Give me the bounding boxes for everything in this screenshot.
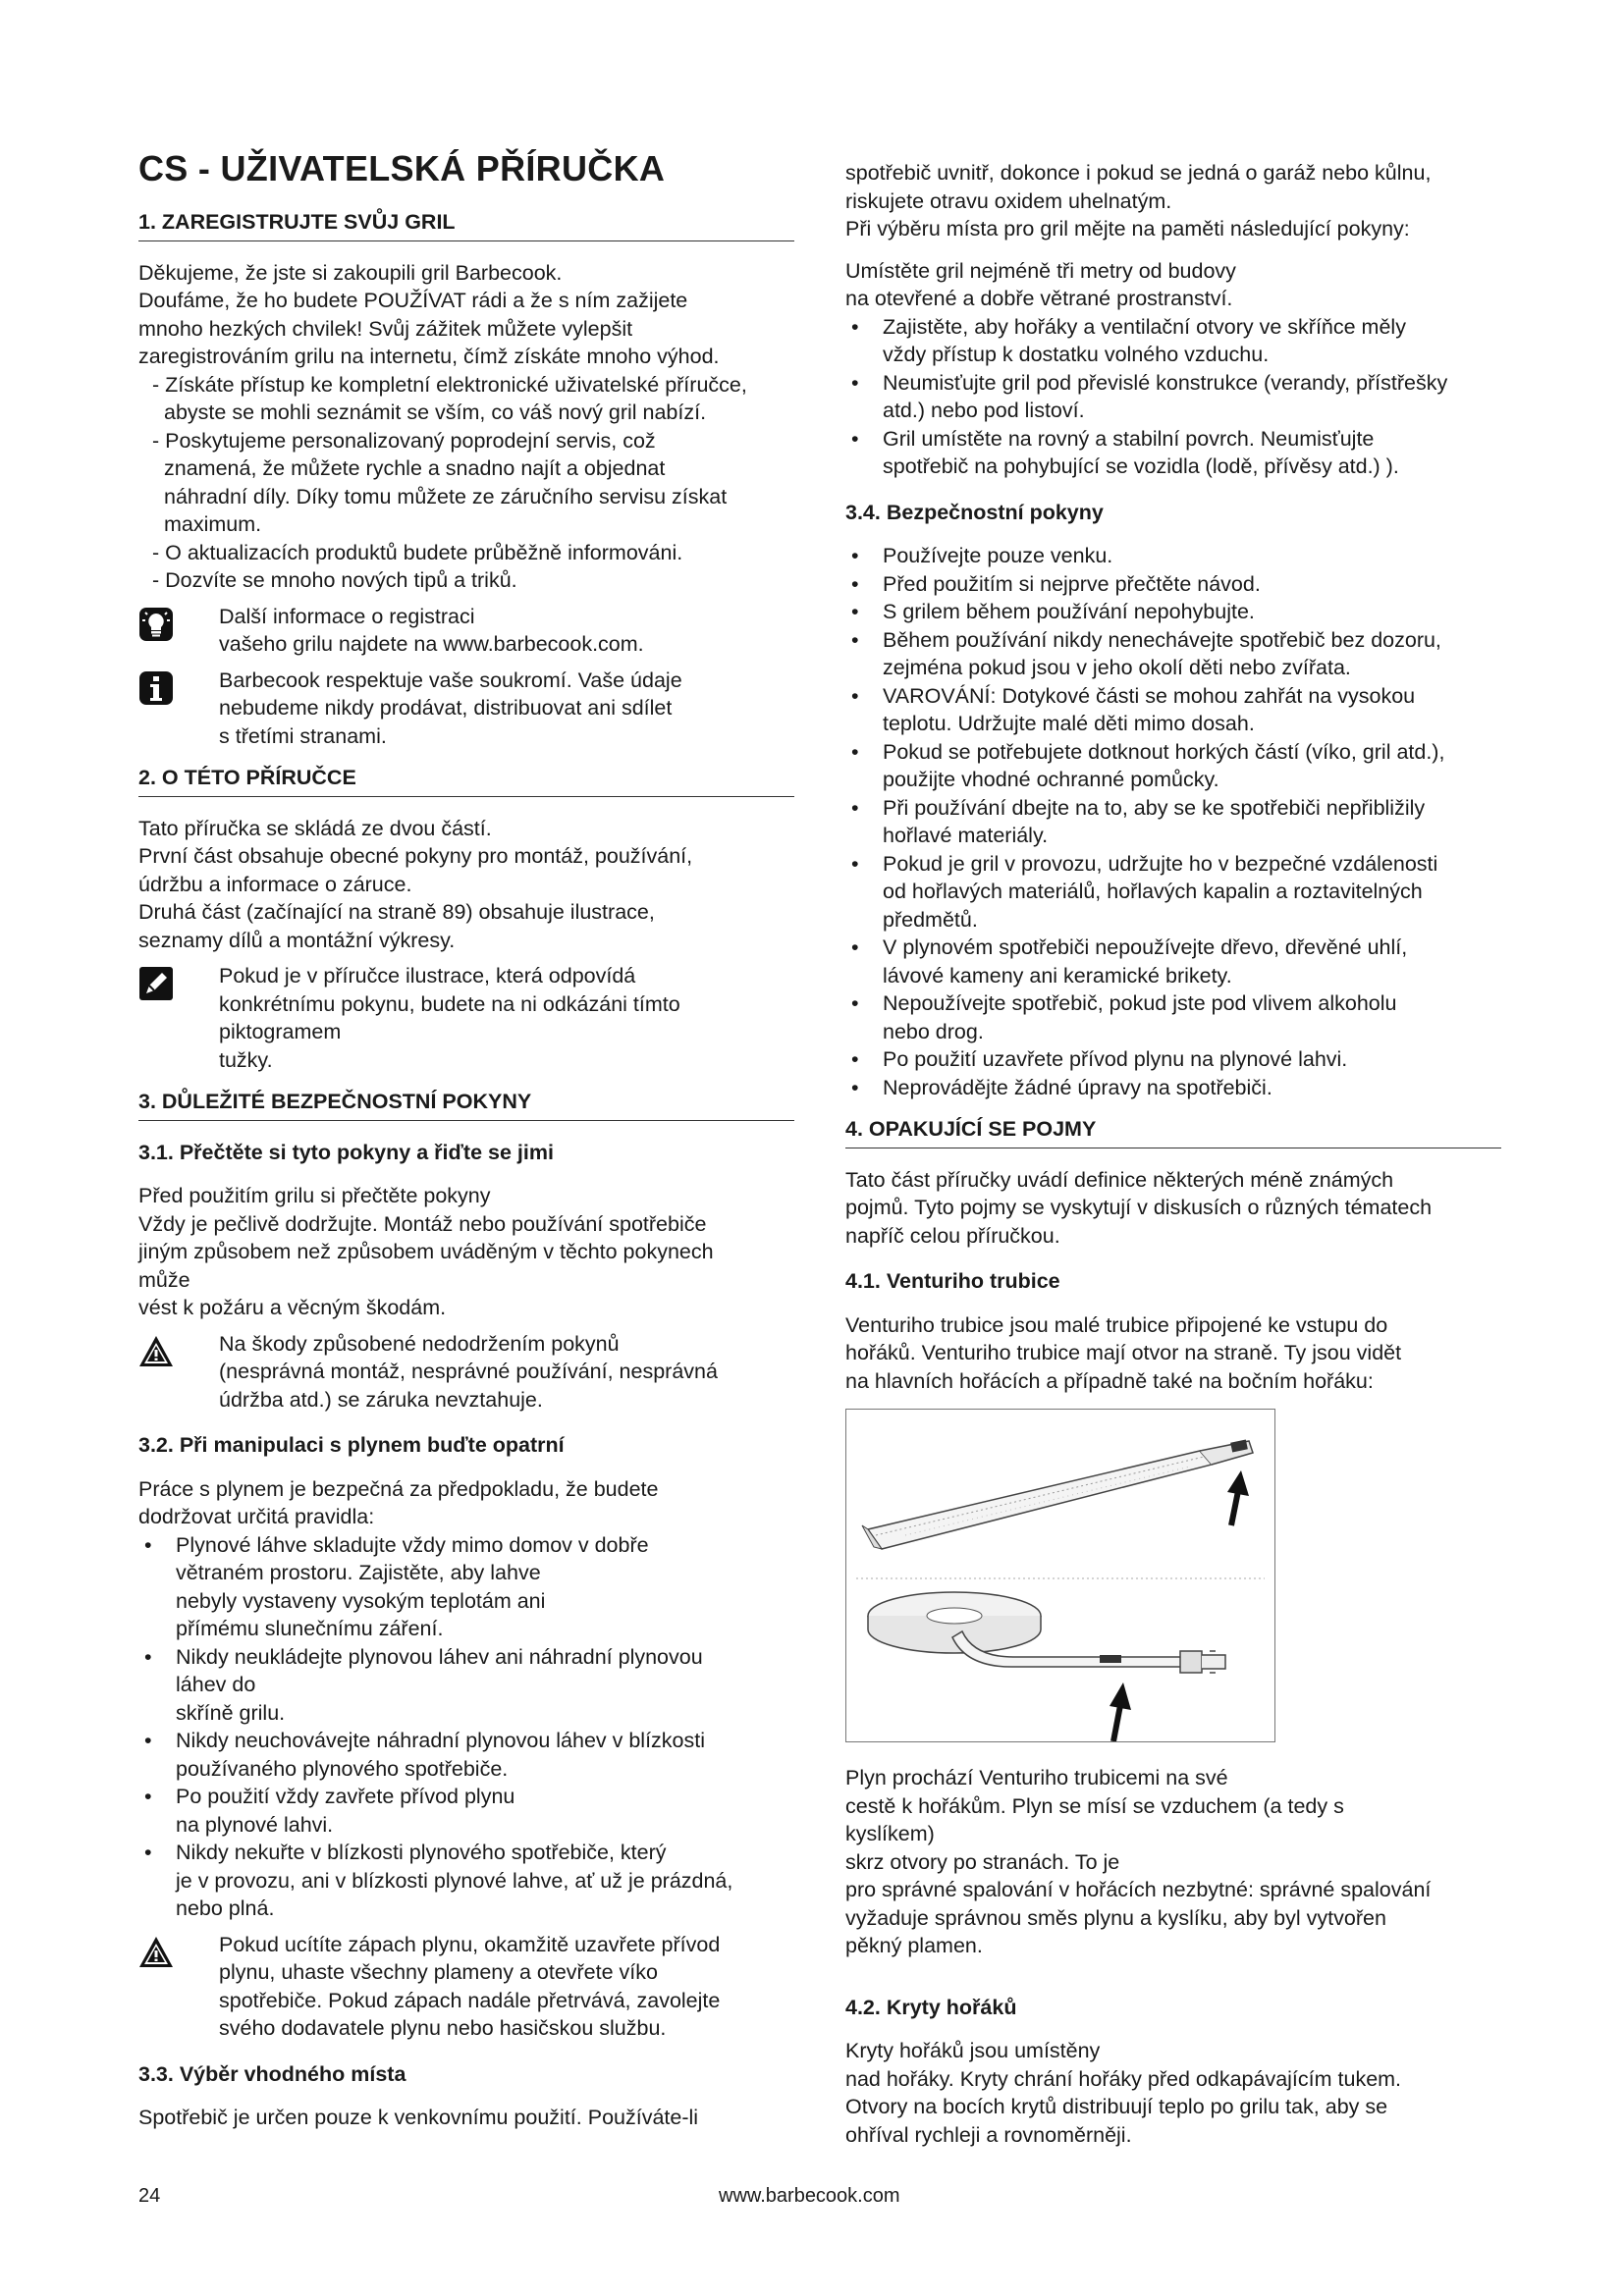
text-line: piktogramem	[219, 1020, 342, 1043]
list-item	[138, 1727, 794, 1783]
text-line: • Nikdy neukládejte plynovou láhev ani náhradní plynovou	[176, 1644, 703, 1669]
text-line: zejména pokud jsou v jeho okolí děti nebo zvířata.	[883, 656, 1351, 679]
text-line: znamená, že můžete rychle a snadno najít a objednat	[164, 456, 666, 480]
section-4-1-body	[845, 1311, 1501, 1396]
text-line: spotřebič uvnitř, dokonce i pokud se jedná o garáž nebo kůlnu,	[845, 161, 1432, 185]
text-line: nebo plná.	[176, 1896, 275, 1920]
section-1-heading: 1. ZAREGISTRUJTE SVŮJ GRIL	[138, 208, 794, 241]
text-line: může	[138, 1267, 190, 1292]
list-item	[845, 626, 1501, 682]
list-item	[845, 1045, 1501, 1074]
section-4-1-heading: 4.1. Venturiho trubice	[845, 1269, 1060, 1293]
text-line: Pokud ucítíte zápach plynu, okamžitě uzavřete přívod	[219, 1932, 721, 1956]
list-item	[845, 425, 1501, 481]
text-line: používaného plynového spotřebiče.	[176, 1756, 509, 1781]
text-line: láhev do	[176, 1673, 256, 1696]
gas-safety-list	[138, 1531, 794, 1923]
section-3-1-body	[138, 1182, 794, 1322]
text-line: atd.) nebo pod listoví.	[883, 399, 1085, 422]
list-item	[845, 570, 1501, 599]
venturi-tube-illustration	[845, 1409, 1275, 1742]
list-item	[845, 1074, 1501, 1102]
text-line: abyste se mohli seznámit se vším, co váš nový gril nabízí.	[164, 400, 707, 424]
section-2-body	[138, 815, 794, 955]
section-4-2-heading: 4.2. Kryty hořáků	[845, 1995, 1017, 2019]
venturi-explanation	[845, 1764, 1501, 1960]
text-line: • Neprovádějte žádné úpravy na spotřebiči.	[883, 1075, 1272, 1099]
page-number: 24	[138, 2185, 161, 2207]
footer-url[interactable]: www.barbecook.com	[719, 2185, 900, 2207]
pencil-icon	[138, 966, 174, 1001]
text-line: vždy přístup k dostatku volného vzduchu.	[883, 343, 1270, 366]
text-line: • Používejte pouze venku.	[883, 544, 1113, 567]
text-line: Umístěte gril nejméně tři metry od budovy	[845, 258, 1236, 283]
text-line: • Zajistěte, aby hořáky a ventilační otvory ve skříňce měly	[883, 314, 1406, 339]
text-line: • Před použitím si nejprve přečtěte návod.	[883, 571, 1261, 596]
text-line: Před použitím grilu si přečtěte pokyny	[138, 1184, 491, 1207]
section-2-heading: 2. O TÉTO PŘÍRUČCE	[138, 764, 794, 797]
text-line: na plynové lahvi.	[176, 1812, 334, 1837]
location-continued	[845, 159, 1501, 243]
text-line: • Během používání nikdy nenechávejte spotřebič bez dozoru,	[883, 627, 1441, 652]
text-line: (nesprávná montáž, nesprávné používání, nesprávná	[219, 1360, 718, 1383]
text-line: od hořlavých materiálů, hořlavých kapalin a roztavitelných	[883, 880, 1423, 903]
text-line: maximum.	[164, 512, 262, 536]
text-line: • Pokud je gril v provozu, udržujte ho v bezpečné vzdálenosti	[883, 851, 1438, 876]
list-item	[845, 369, 1501, 425]
text-line: Druhá část (začínající na straně 89) obsahuje ilustrace,	[138, 900, 655, 924]
text-line: plynu, uhaste všechny plameny a otevřete víko	[219, 1960, 658, 1984]
text-line: zaregistrováním grilu na internetu, čímž získáte mnoho výhod.	[138, 345, 720, 368]
section-3-4-heading: 3.4. Bezpečnostní pokyny	[845, 500, 1104, 524]
text-line: Spotřebič je určen pouze k venkovnímu použití. Používáte-li	[138, 2106, 699, 2129]
list-item	[845, 598, 1501, 626]
text-line: Kryty hořáků jsou umístěny	[845, 2039, 1101, 2062]
warning-icon	[138, 1334, 174, 1369]
text-line: na hlavních hořácích a případně také na bočním hořáku:	[845, 1368, 1374, 1393]
text-line: riskujete otravu oxidem uhelnatým.	[845, 188, 1172, 213]
text-line: použijte vhodné ochranné pomůcky.	[883, 768, 1219, 791]
text-line: vašeho grilu najdete na www.barbecook.com.	[219, 632, 644, 656]
text-line: ohříval rychleji a rovnoměrněji.	[845, 2122, 1132, 2147]
text-line: vést k požáru a věcným škodám.	[138, 1296, 447, 1319]
text-line: nebyly vystaveny vysokým teplotám ani	[176, 1588, 546, 1613]
text-line: Barbecook respektuje vaše soukromí. Vaše údaje	[219, 667, 682, 692]
text-line: • Nikdy neuchovávejte náhradní plynovou láhev v blízkosti	[176, 1729, 706, 1752]
text-line: Další informace o registraci	[219, 604, 475, 628]
list-item	[845, 989, 1501, 1045]
page-title: CS - UŽIVATELSKÁ PŘÍRUČKA	[138, 148, 666, 188]
text-line: přímému slunečnímu záření.	[176, 1617, 444, 1640]
text-line: • Plynové láhve skladujte vždy mimo domov v dobře	[176, 1532, 649, 1557]
text-line: napříč celou příručkou.	[845, 1223, 1060, 1248]
text-line: nad hořáky. Kryty chrání hořáky před odkapávajícím tukem.	[845, 2066, 1402, 2091]
text-line: na otevřené a dobře větrané prostranství.	[845, 287, 1233, 310]
text-line: lávové kameny ani keramické brikety.	[883, 963, 1232, 988]
text-line: konkrétnímu pokynu, budete na ni odkázáni tímto	[219, 991, 680, 1016]
text-line: skrz otvory po stranách. To je	[845, 1849, 1120, 1874]
text-line: • Po použití uzavřete přívod plynu na plynové lahvi.	[883, 1047, 1348, 1071]
text-line: Venturiho trubice jsou malé trubice připojené ke vstupu do	[845, 1312, 1388, 1337]
text-line: cestě k hořákům. Plyn se mísí se vzduchem (a tedy s	[845, 1793, 1344, 1818]
text-line: vyžaduje správnou směs plynu a kyslíku, aby byl vytvořen	[845, 1905, 1386, 1930]
text-line: Vždy je pečlivě dodržujte. Montáž nebo používání spotřebiče	[138, 1211, 707, 1236]
list-item	[845, 794, 1501, 850]
text-line: • Po použití vždy zavřete přívod plynu	[176, 1785, 515, 1808]
section-1-intro	[138, 259, 794, 371]
text-line: je v provozu, ani v blízkosti plynové lahve, ať už je prázdná,	[176, 1868, 733, 1893]
text-line: větraném prostoru. Zajistěte, aby lahve	[176, 1561, 541, 1584]
section-3-heading: 3. DŮLEŽITÉ BEZPEČNOSTNÍ POKYNY	[138, 1088, 794, 1121]
text-line: hořlavé materiály.	[883, 824, 1049, 847]
section-3-2-body	[138, 1475, 794, 1531]
text-line: pro správné spalování v hořácích nezbytné: správné spalování	[845, 1878, 1432, 1901]
section-3-1-heading: 3.1. Přečtěte si tyto pokyny a řiďte se jimi	[138, 1140, 554, 1164]
text-line: předmětů.	[883, 907, 978, 932]
text-line: údržbu a informace o záruce.	[138, 872, 412, 896]
text-line: Práce s plynem je bezpečná za předpokladu, že budete	[138, 1476, 659, 1501]
text-line: Děkujeme, že jste si zakoupili gril Barbecook.	[138, 260, 563, 285]
text-line: náhradní díly. Díky tomu můžete ze záručního servisu získat	[164, 484, 728, 508]
text-line: nebudeme nikdy prodávat, distribuovat ani sdílet	[219, 696, 673, 720]
text-line: Tato příručka se skládá ze dvou částí.	[138, 816, 492, 840]
gas-smell-warning	[138, 1931, 794, 2043]
privacy-note	[138, 667, 794, 751]
text-line: spotřebič na pohybující se vozidla (lodě, přívěsy atd.) ).	[883, 454, 1399, 478]
text-line: tužky.	[219, 1047, 273, 1072]
text-line: Při výběru místa pro gril mějte na paměti následující pokyny:	[845, 217, 1410, 240]
section-3-2-heading: 3.2. Při manipulaci s plynem buďte opatrní	[138, 1433, 565, 1457]
text-line: jiným způsobem než způsobem uváděným v těchto pokynech	[138, 1240, 714, 1263]
text-line: Pokud je v příručce ilustrace, která odpovídá	[219, 964, 636, 988]
left-column	[138, 147, 794, 2132]
list-item	[845, 682, 1501, 738]
section-4-body	[845, 1166, 1501, 1251]
pencil-note	[138, 962, 794, 1074]
text-line: - Poskytujeme personalizovaný poprodejní servis, což	[152, 428, 656, 453]
location-guidance	[845, 257, 1501, 313]
text-line: teplotu. Udržujte malé děti mimo dosah.	[883, 712, 1255, 735]
text-line: První část obsahuje obecné pokyny pro montáž, používání,	[138, 844, 693, 868]
text-line: spotřebiče. Pokud zápach nadále přetrvává, zavolejte	[219, 1988, 721, 2012]
list-item	[845, 313, 1501, 369]
lightbulb-icon	[138, 607, 174, 642]
list-item	[138, 1783, 794, 1839]
text-line: Otvory na bocích krytů distribuují teplo po grilu tak, aby se	[845, 2095, 1388, 2118]
text-line: svého dodavatele plynu nebo hasičskou službu.	[219, 2016, 667, 2040]
text-line: Tato část příručky uvádí definice některých méně známých	[845, 1167, 1394, 1192]
text-line: • Neumisťujte gril pod převislé konstrukce (verandy, přístřešky	[883, 370, 1448, 395]
text-line: Plyn prochází Venturiho trubicemi na své	[845, 1766, 1228, 1789]
venturi-tube-drawing	[846, 1410, 1274, 1741]
text-line: nebo drog.	[883, 1019, 984, 1043]
text-line: Na škody způsobené nedodržením pokynů	[219, 1331, 620, 1356]
text-line: mnoho hezkých chvilek! Svůj zážitek můžete vylepšit	[138, 316, 633, 341]
text-line: • V plynovém spotřebiči nepoužívejte dřevo, dřevěné uhlí,	[883, 935, 1408, 959]
warranty-warning	[138, 1330, 794, 1415]
section-3-3-heading: 3.3. Výběr vhodného místa	[138, 2061, 406, 2086]
text-line: Doufáme, že ho budete POUŽÍVAT rádi a že s ním zažijete	[138, 289, 688, 312]
text-line: • S grilem během používání nepohybujte.	[883, 600, 1255, 623]
section-4-2-body	[845, 2037, 1501, 2149]
list-item	[138, 1531, 794, 1643]
safety-list	[845, 542, 1501, 1101]
text-line: pojmů. Tyto pojmy se vyskytují v diskusích o různých tématech	[845, 1196, 1433, 1219]
text-line: • VAROVÁNÍ: Dotykové části se mohou zahřát na vysokou	[883, 683, 1416, 708]
list-item	[845, 542, 1501, 570]
registration-note	[138, 603, 794, 659]
list-item	[138, 1839, 794, 1923]
info-icon	[138, 670, 174, 706]
text-line: hořáků. Venturiho trubice mají otvor na straně. Ty jsou vidět	[845, 1341, 1402, 1364]
list-item	[845, 738, 1501, 794]
list-item	[845, 934, 1501, 989]
text-line: - Dozvíte se mnoho nových tipů a triků.	[152, 568, 517, 592]
text-line: kyslíkem)	[845, 1822, 935, 1845]
text-line: • Nepoužívejte spotřebič, pokud jste pod vlivem alkoholu	[883, 991, 1397, 1015]
text-line: • Při používání dbejte na to, aby se ke spotřebiči nepřibližily	[883, 795, 1426, 820]
text-line: - Získáte přístup ke kompletní elektronické uživatelské příručce,	[152, 372, 747, 397]
text-line: s třetími stranami.	[219, 723, 387, 748]
text-line: skříně grilu.	[176, 1700, 286, 1725]
text-line: • Gril umístěte na rovný a stabilní povrch. Neumisťujte	[883, 426, 1375, 451]
text-line: údržba atd.) se záruka nevztahuje.	[219, 1387, 543, 1412]
right-column	[845, 159, 1501, 2149]
location-list	[845, 313, 1501, 481]
list-item	[845, 850, 1501, 934]
text-line: • Nikdy nekuřte v blízkosti plynového spotřebiče, který	[176, 1841, 667, 1864]
section-4-heading: 4. OPAKUJÍCÍ SE POJMY	[845, 1115, 1501, 1148]
warning-icon	[138, 1935, 174, 1970]
text-line: • Pokud se potřebujete dotknout horkých částí (víko, gril atd.),	[883, 739, 1445, 764]
text-line: seznamy dílů a montážní výkresy.	[138, 928, 456, 952]
text-line: pěkný plamen.	[845, 1934, 983, 1957]
text-line: - O aktualizacích produktů budete průběžně informováni.	[152, 540, 683, 564]
list-item	[138, 1643, 794, 1728]
section-1-benefits	[138, 371, 794, 595]
text-line: dodržovat určitá pravidla:	[138, 1505, 375, 1528]
